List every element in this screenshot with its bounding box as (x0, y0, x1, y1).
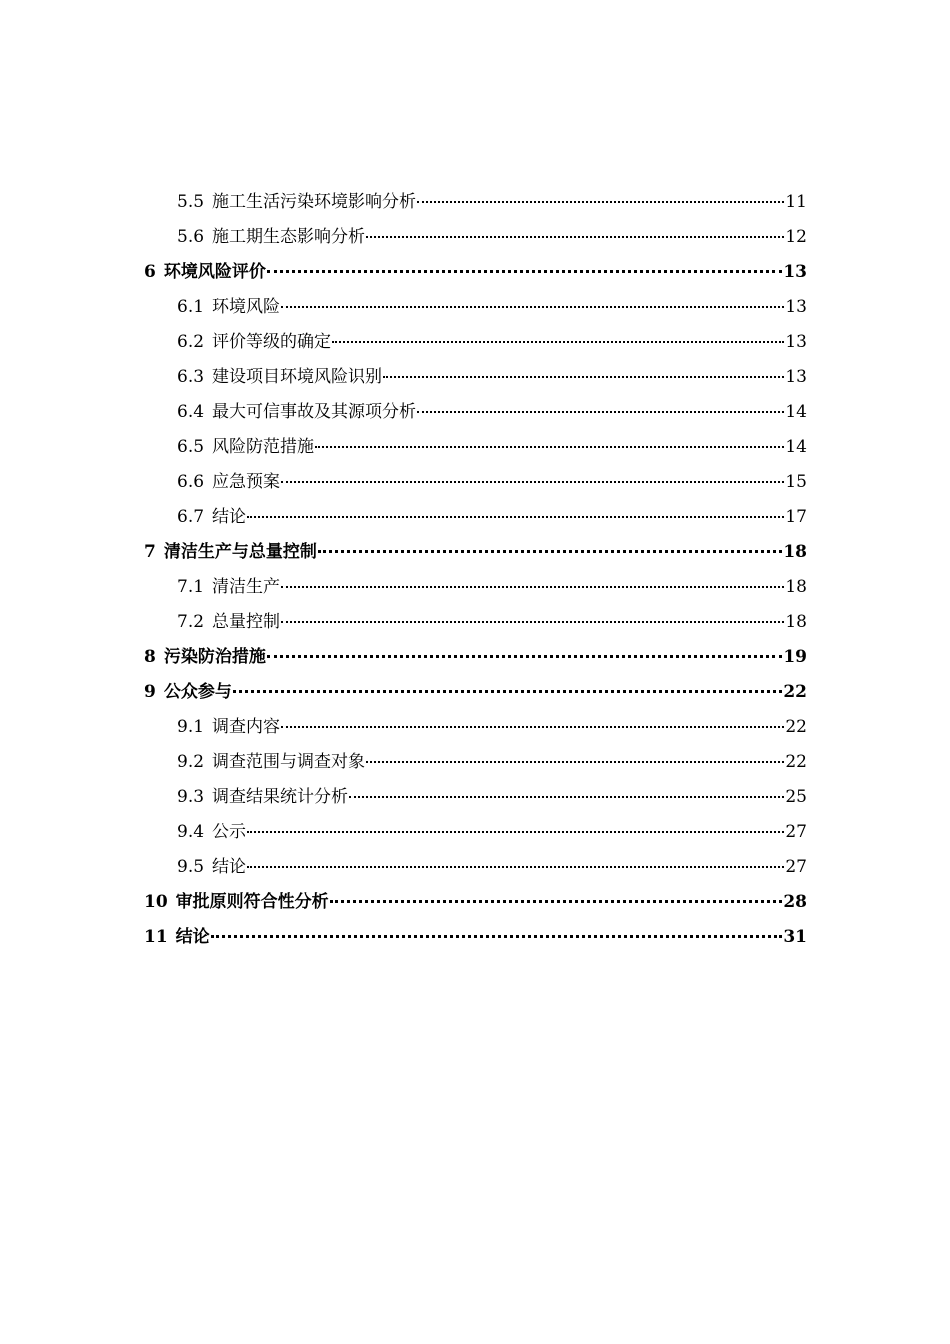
toc-entry-number: 6.2 (177, 332, 205, 352)
toc-entry-page: 25 (785, 787, 807, 807)
toc-entry-page: 13 (785, 332, 807, 352)
toc-entry-number: 6.3 (177, 367, 205, 387)
toc-dot-leader (417, 411, 784, 413)
toc-dot-leader (349, 796, 784, 798)
toc-entry-title: 调查结果统计分析 (212, 787, 349, 807)
toc-dot-leader (281, 306, 784, 308)
toc-entry-page: 13 (785, 367, 807, 387)
toc-entry-page: 22 (785, 752, 807, 772)
toc-entry-title: 最大可信事故及其源项分析 (212, 402, 417, 422)
toc-dot-leader (318, 550, 782, 553)
toc-entry[interactable] (144, 675, 807, 710)
toc-entry-title: 应急预案 (212, 472, 281, 492)
toc-entry-title: 环境风险 (212, 297, 281, 317)
toc-entry[interactable] (144, 500, 807, 535)
toc-entry-title: 评价等级的确定 (212, 332, 332, 352)
toc-entry-page: 15 (785, 472, 807, 492)
toc-entry-page: 27 (785, 822, 807, 842)
toc-entry-title: 总量控制 (212, 612, 281, 632)
toc-entry-number: 9.5 (177, 857, 205, 877)
toc-entry-title: 结论 (212, 507, 247, 527)
toc-entry-number: 6 (144, 262, 156, 282)
toc-dot-leader (281, 621, 784, 623)
toc-entry-title: 施工生活污染环境影响分析 (212, 192, 417, 212)
toc-entry-title: 建设项目环境风险识别 (212, 367, 383, 387)
toc-entry-number: 6.5 (177, 437, 205, 457)
toc-entry-number: 7.2 (177, 612, 205, 632)
toc-entry[interactable] (144, 605, 807, 640)
toc-entry-page: 18 (783, 542, 807, 562)
toc-entry-number: 9.2 (177, 752, 205, 772)
toc-dot-leader (383, 376, 784, 378)
toc-entry[interactable] (144, 815, 807, 850)
toc-dot-leader (281, 726, 784, 728)
toc-entry-page: 13 (783, 262, 807, 282)
toc-entry-page: 17 (785, 507, 807, 527)
toc-dot-leader (267, 270, 782, 273)
toc-dot-leader (267, 655, 782, 658)
toc-entry-page: 28 (783, 892, 807, 912)
toc-dot-leader (315, 446, 784, 448)
toc-entry-title: 审批原则符合性分析 (175, 892, 329, 912)
toc-entry-title: 结论 (175, 927, 210, 947)
toc-entry[interactable] (144, 710, 807, 745)
toc-entry-number: 9.3 (177, 787, 205, 807)
toc-entry-title: 调查范围与调查对象 (212, 752, 366, 772)
toc-entry-page: 27 (785, 857, 807, 877)
toc-entry-title: 清洁生产与总量控制 (163, 542, 317, 562)
toc-entry[interactable] (144, 395, 807, 430)
table-of-contents (144, 185, 807, 955)
toc-entry[interactable] (144, 780, 807, 815)
toc-entry[interactable] (144, 850, 807, 885)
toc-entry[interactable] (144, 360, 807, 395)
toc-entry[interactable] (144, 640, 807, 675)
toc-entry[interactable] (144, 535, 807, 570)
toc-entry[interactable] (144, 920, 807, 955)
toc-entry[interactable] (144, 885, 807, 920)
toc-dot-leader (332, 341, 784, 343)
toc-entry-page: 18 (785, 612, 807, 632)
toc-entry-page: 22 (785, 717, 807, 737)
toc-dot-leader (247, 516, 784, 518)
toc-entry-number: 11 (144, 927, 168, 947)
toc-entry-title: 结论 (212, 857, 247, 877)
toc-entry-number: 6.4 (177, 402, 205, 422)
toc-entry-number: 10 (144, 892, 168, 912)
toc-entry-number: 6.7 (177, 507, 205, 527)
toc-entry-title: 环境风险评价 (163, 262, 266, 282)
toc-entry-page: 13 (785, 297, 807, 317)
toc-entry-number: 8 (144, 647, 156, 667)
toc-entry-number: 7 (144, 542, 156, 562)
toc-dot-leader (366, 761, 784, 763)
toc-dot-leader (330, 900, 783, 903)
toc-entry-page: 14 (785, 402, 807, 422)
toc-dot-leader (247, 866, 784, 868)
toc-entry[interactable] (144, 220, 807, 255)
toc-entry-number: 5.5 (177, 192, 205, 212)
toc-entry-number: 9.4 (177, 822, 205, 842)
toc-dot-leader (281, 481, 784, 483)
toc-entry-page: 14 (785, 437, 807, 457)
toc-entry-title: 清洁生产 (212, 577, 281, 597)
toc-entry-title: 调查内容 (212, 717, 281, 737)
toc-entry-title: 风险防范措施 (212, 437, 315, 457)
toc-entry-title: 公众参与 (163, 682, 232, 702)
toc-entry-page: 22 (783, 682, 807, 702)
toc-entry-number: 9.1 (177, 717, 205, 737)
toc-entry-page: 31 (783, 927, 807, 947)
toc-entry-number: 5.6 (177, 227, 205, 247)
toc-entry-title: 污染防治措施 (163, 647, 266, 667)
toc-dot-leader (233, 690, 782, 693)
toc-entry[interactable] (144, 570, 807, 605)
toc-entry-title: 公示 (212, 822, 247, 842)
toc-entry-number: 7.1 (177, 577, 205, 597)
toc-entry-number: 9 (144, 682, 156, 702)
toc-entry-number: 6.6 (177, 472, 205, 492)
toc-entry[interactable] (144, 290, 807, 325)
toc-entry[interactable] (144, 325, 807, 360)
toc-entry-page: 19 (783, 647, 807, 667)
toc-entry-page: 12 (785, 227, 807, 247)
toc-entry-page: 11 (785, 192, 807, 212)
toc-entry-page: 18 (785, 577, 807, 597)
toc-entry-title: 施工期生态影响分析 (212, 227, 366, 247)
toc-dot-leader (211, 935, 783, 938)
toc-entry[interactable] (144, 255, 807, 290)
toc-entry[interactable] (144, 465, 807, 500)
toc-entry[interactable] (144, 745, 807, 780)
toc-dot-leader (247, 831, 784, 833)
toc-entry[interactable] (144, 430, 807, 465)
toc-entry-number: 6.1 (177, 297, 205, 317)
toc-dot-leader (366, 236, 784, 238)
toc-dot-leader (281, 586, 784, 588)
toc-entry[interactable] (144, 185, 807, 220)
toc-dot-leader (417, 201, 784, 203)
